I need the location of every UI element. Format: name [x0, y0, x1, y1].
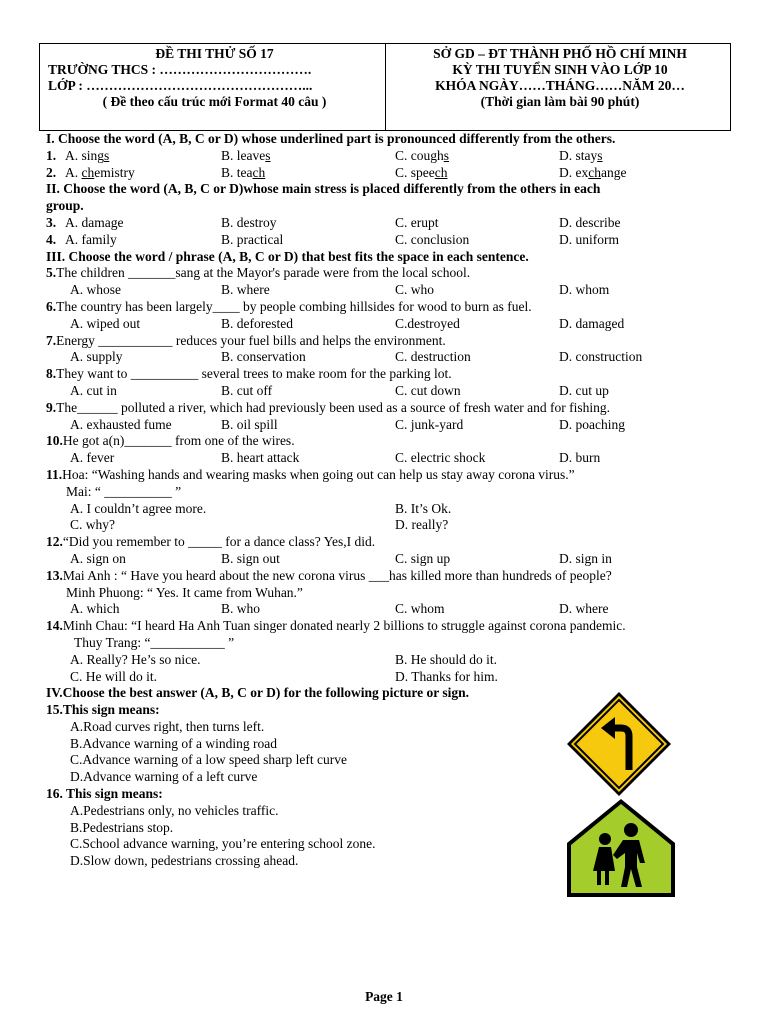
- exam-time: (Thời gian làm bài 90 phút): [480, 94, 640, 109]
- option-c: C. He will do it.: [70, 668, 157, 684]
- option-d: D. stays: [559, 147, 603, 163]
- question-text: Energy ___________ reduces your fuel bills and helps the environment.: [56, 332, 446, 348]
- option-a: A. whose: [70, 282, 121, 298]
- format-note: ( Đề theo cấu trúc mới Format 40 câu ): [102, 94, 327, 109]
- question-6-options: [46, 316, 726, 333]
- option-a: A.Road curves right, then turns left.: [70, 718, 265, 734]
- option-b: B. sign out: [221, 550, 280, 566]
- question-8-options: [46, 383, 726, 400]
- header-right: [385, 44, 730, 130]
- question-13-stem-2: [46, 585, 726, 602]
- option-c: C. who: [395, 282, 435, 298]
- question-15-title: 15.This sign means:: [46, 702, 160, 718]
- question-11-options-ab: [46, 501, 726, 518]
- question-5-stem: [46, 265, 726, 282]
- question-14-options-cd: [46, 669, 726, 686]
- question-number: 6.: [46, 298, 57, 314]
- option-c: C. coughs: [395, 147, 450, 163]
- option-b: B. teach: [221, 164, 266, 180]
- question-text: Thuy Trang: “___________ ”: [74, 634, 235, 650]
- sign-yellow-fill: [571, 696, 667, 792]
- question-text: He got a(n)_______ from one of the wires.: [62, 433, 295, 449]
- question-1: [46, 148, 726, 165]
- option-a: A. damage: [65, 214, 124, 230]
- option-c: C. electric shock: [395, 450, 486, 466]
- exam-header: [39, 43, 731, 131]
- option-c: C. erupt: [395, 214, 439, 230]
- question-11-options-cd: [46, 517, 726, 534]
- option-b: B. where: [221, 282, 270, 298]
- question-12-options: [46, 551, 726, 568]
- school-zone-sign: [565, 797, 677, 899]
- option-a: A. sings: [65, 147, 110, 163]
- option-a: A. family: [65, 231, 117, 247]
- option-a: A. wiped out: [70, 315, 141, 331]
- option-b: B. cut off: [221, 382, 273, 398]
- question-text: The______ polluted a river, which had previously been used as a source of fresh water and for fishing.: [56, 399, 611, 415]
- question-7-stem: [46, 333, 726, 350]
- question-12-stem: [46, 534, 726, 551]
- option-a: A. supply: [70, 349, 123, 365]
- option-d: D. cut up: [559, 382, 609, 398]
- option-c: C.School advance warning, you’re entering school zone.: [70, 836, 376, 852]
- section-4-title: IV.Choose the best answer (A, B, C or D) for the following picture or sign.: [46, 685, 470, 701]
- question-3: [46, 215, 726, 232]
- option-b: B.Pedestrians stop.: [70, 819, 174, 835]
- question-number: 11.: [46, 466, 63, 482]
- option-b: B.Advance warning of a winding road: [70, 735, 277, 751]
- question-number: 5.: [46, 265, 57, 281]
- option-c: C. sign up: [395, 550, 451, 566]
- question-13-stem: [46, 568, 726, 585]
- question-8-stem: [46, 366, 726, 383]
- option-a: A. chemistry: [65, 164, 135, 180]
- option-c: C. cut down: [395, 382, 461, 398]
- option-a: A.Pedestrians only, no vehicles traffic.: [70, 802, 279, 818]
- question-number: 7.: [46, 332, 57, 348]
- option-d: D. poaching: [559, 416, 625, 432]
- question-number: 13.: [46, 567, 63, 583]
- exam-title: ĐỀ THI THỬ SỐ 17: [155, 46, 274, 61]
- question-9-stem: [46, 400, 726, 417]
- option-a: A. sign on: [70, 550, 126, 566]
- option-a: A. Really? He’s so nice.: [70, 651, 201, 667]
- school-line: TRƯỜNG THCS : …………………………….: [48, 62, 312, 77]
- option-d: D.Advance warning of a left curve: [70, 769, 258, 785]
- option-b: B. who: [221, 601, 261, 617]
- question-14-stem-2: [46, 635, 726, 652]
- question-number: 12.: [46, 534, 63, 550]
- exam-date: KHÓA NGÀY……THÁNG……NĂM 20…: [435, 78, 685, 93]
- option-d: D. whom: [559, 282, 610, 298]
- question-number: 8.: [46, 366, 57, 382]
- question-5-options: [46, 282, 726, 299]
- option-d: D. exchange: [559, 164, 627, 180]
- question-number: 3.: [46, 214, 57, 230]
- question-number: 2.: [46, 164, 57, 180]
- question-text: Hoa: “Washing hands and wearing masks when going out can help us stay away corona virus.”: [62, 466, 575, 482]
- option-c: C.destroyed: [395, 315, 460, 331]
- option-b: B. leaves: [221, 147, 271, 163]
- question-10-options: [46, 450, 726, 467]
- question-11-stem: [46, 467, 726, 484]
- option-d: D.Slow down, pedestrians crossing ahead.: [70, 853, 299, 869]
- option-b: B. conservation: [221, 349, 306, 365]
- option-d: D. damaged: [559, 315, 625, 331]
- left-turn-warning-sign: [565, 690, 673, 798]
- option-b: B. destroy: [221, 214, 277, 230]
- question-6-stem: [46, 299, 726, 316]
- question-2: [46, 165, 726, 182]
- option-d: D. construction: [559, 349, 643, 365]
- option-a: A. I couldn’t agree more.: [70, 500, 207, 516]
- question-11-stem-2: [46, 484, 726, 501]
- question-number: 4.: [46, 231, 57, 247]
- option-d: D. describe: [559, 214, 621, 230]
- option-a: A. fever: [70, 450, 115, 466]
- section-1-title: I. Choose the word (A, B, C or D) whose underlined part is pronounced differently from the others.: [46, 131, 616, 146]
- option-c: C. conclusion: [395, 231, 470, 247]
- option-d: D. burn: [559, 450, 601, 466]
- question-number: 14.: [46, 618, 63, 634]
- class-line: LỚP : …………………………………………...: [48, 78, 313, 93]
- option-c: C. whom: [395, 601, 445, 617]
- question-14-options-ab: [46, 652, 726, 669]
- question-10-stem: [46, 433, 726, 450]
- question-text: The country has been largely____ by people combing hillsides for wood to burn as fuel.: [56, 298, 532, 314]
- option-c: C. junk-yard: [395, 416, 464, 432]
- question-number: 9.: [46, 399, 57, 415]
- option-b: B. heart attack: [221, 450, 300, 466]
- option-c: C. speech: [395, 164, 448, 180]
- option-c: C. why?: [70, 517, 115, 533]
- question-text: “Did you remember to _____ for a dance class? Yes,I did.: [62, 534, 376, 550]
- question-text: Minh Phuong: “ Yes. It came from Wuhan.”: [66, 584, 303, 600]
- question-7-options: [46, 349, 726, 366]
- question-4: [46, 232, 726, 249]
- question-13-options: [46, 601, 726, 618]
- option-b: B. practical: [221, 231, 284, 247]
- option-d: D. really?: [395, 517, 449, 533]
- exam-name: KỲ THI TUYỂN SINH VÀO LỚP 10: [452, 62, 668, 77]
- question-16-title: 16. This sign means:: [46, 786, 163, 802]
- question-number: 10.: [46, 433, 63, 449]
- option-b: B. oil spill: [221, 416, 278, 432]
- question-text: Mai: “ __________ ”: [66, 483, 182, 499]
- page-number: Page 1: [365, 989, 403, 1004]
- question-14-stem: [46, 618, 726, 635]
- question-number: 1.: [46, 147, 57, 163]
- question-text: They want to __________ several trees to make room for the parking lot.: [56, 366, 452, 382]
- section-2-title-line-1: II. Choose the word (A, B, C or D)whose main stress is placed differently from the others in each: [46, 181, 601, 197]
- option-b: B. He should do it.: [395, 651, 498, 667]
- option-a: A. cut in: [70, 382, 117, 398]
- option-c: C.Advance warning of a low speed sharp left curve: [70, 752, 348, 768]
- section-3-title: III. Choose the word / phrase (A, B, C or D) that best fits the space in each sentence.: [46, 248, 529, 264]
- question-9-options: [46, 417, 726, 434]
- option-d: D. sign in: [559, 550, 612, 566]
- option-d: D. Thanks for him.: [395, 668, 498, 684]
- section-2-title-line-2: group.: [46, 198, 84, 214]
- option-c: C. destruction: [395, 349, 471, 365]
- question-text: Mai Anh : “ Have you heard about the new corona virus ___has killed more than hundreds of people?: [62, 567, 612, 583]
- option-a: A. which: [70, 601, 120, 617]
- question-text: The children _______sang at the Mayor's parade were from the local school.: [56, 265, 471, 281]
- question-text: Minh Chau: “I heard Ha Anh Tuan singer donated nearly 2 billions to struggle against corona pandemic.: [62, 618, 626, 634]
- option-a: A. exhausted fume: [70, 416, 172, 432]
- header-left: [40, 44, 385, 130]
- department: SỞ GD – ĐT THÀNH PHỐ HỒ CHÍ MINH: [433, 46, 687, 61]
- option-d: D. uniform: [559, 231, 619, 247]
- option-b: B. It’s Ok.: [395, 500, 452, 516]
- option-d: D. where: [559, 601, 609, 617]
- option-b: B. deforested: [221, 315, 293, 331]
